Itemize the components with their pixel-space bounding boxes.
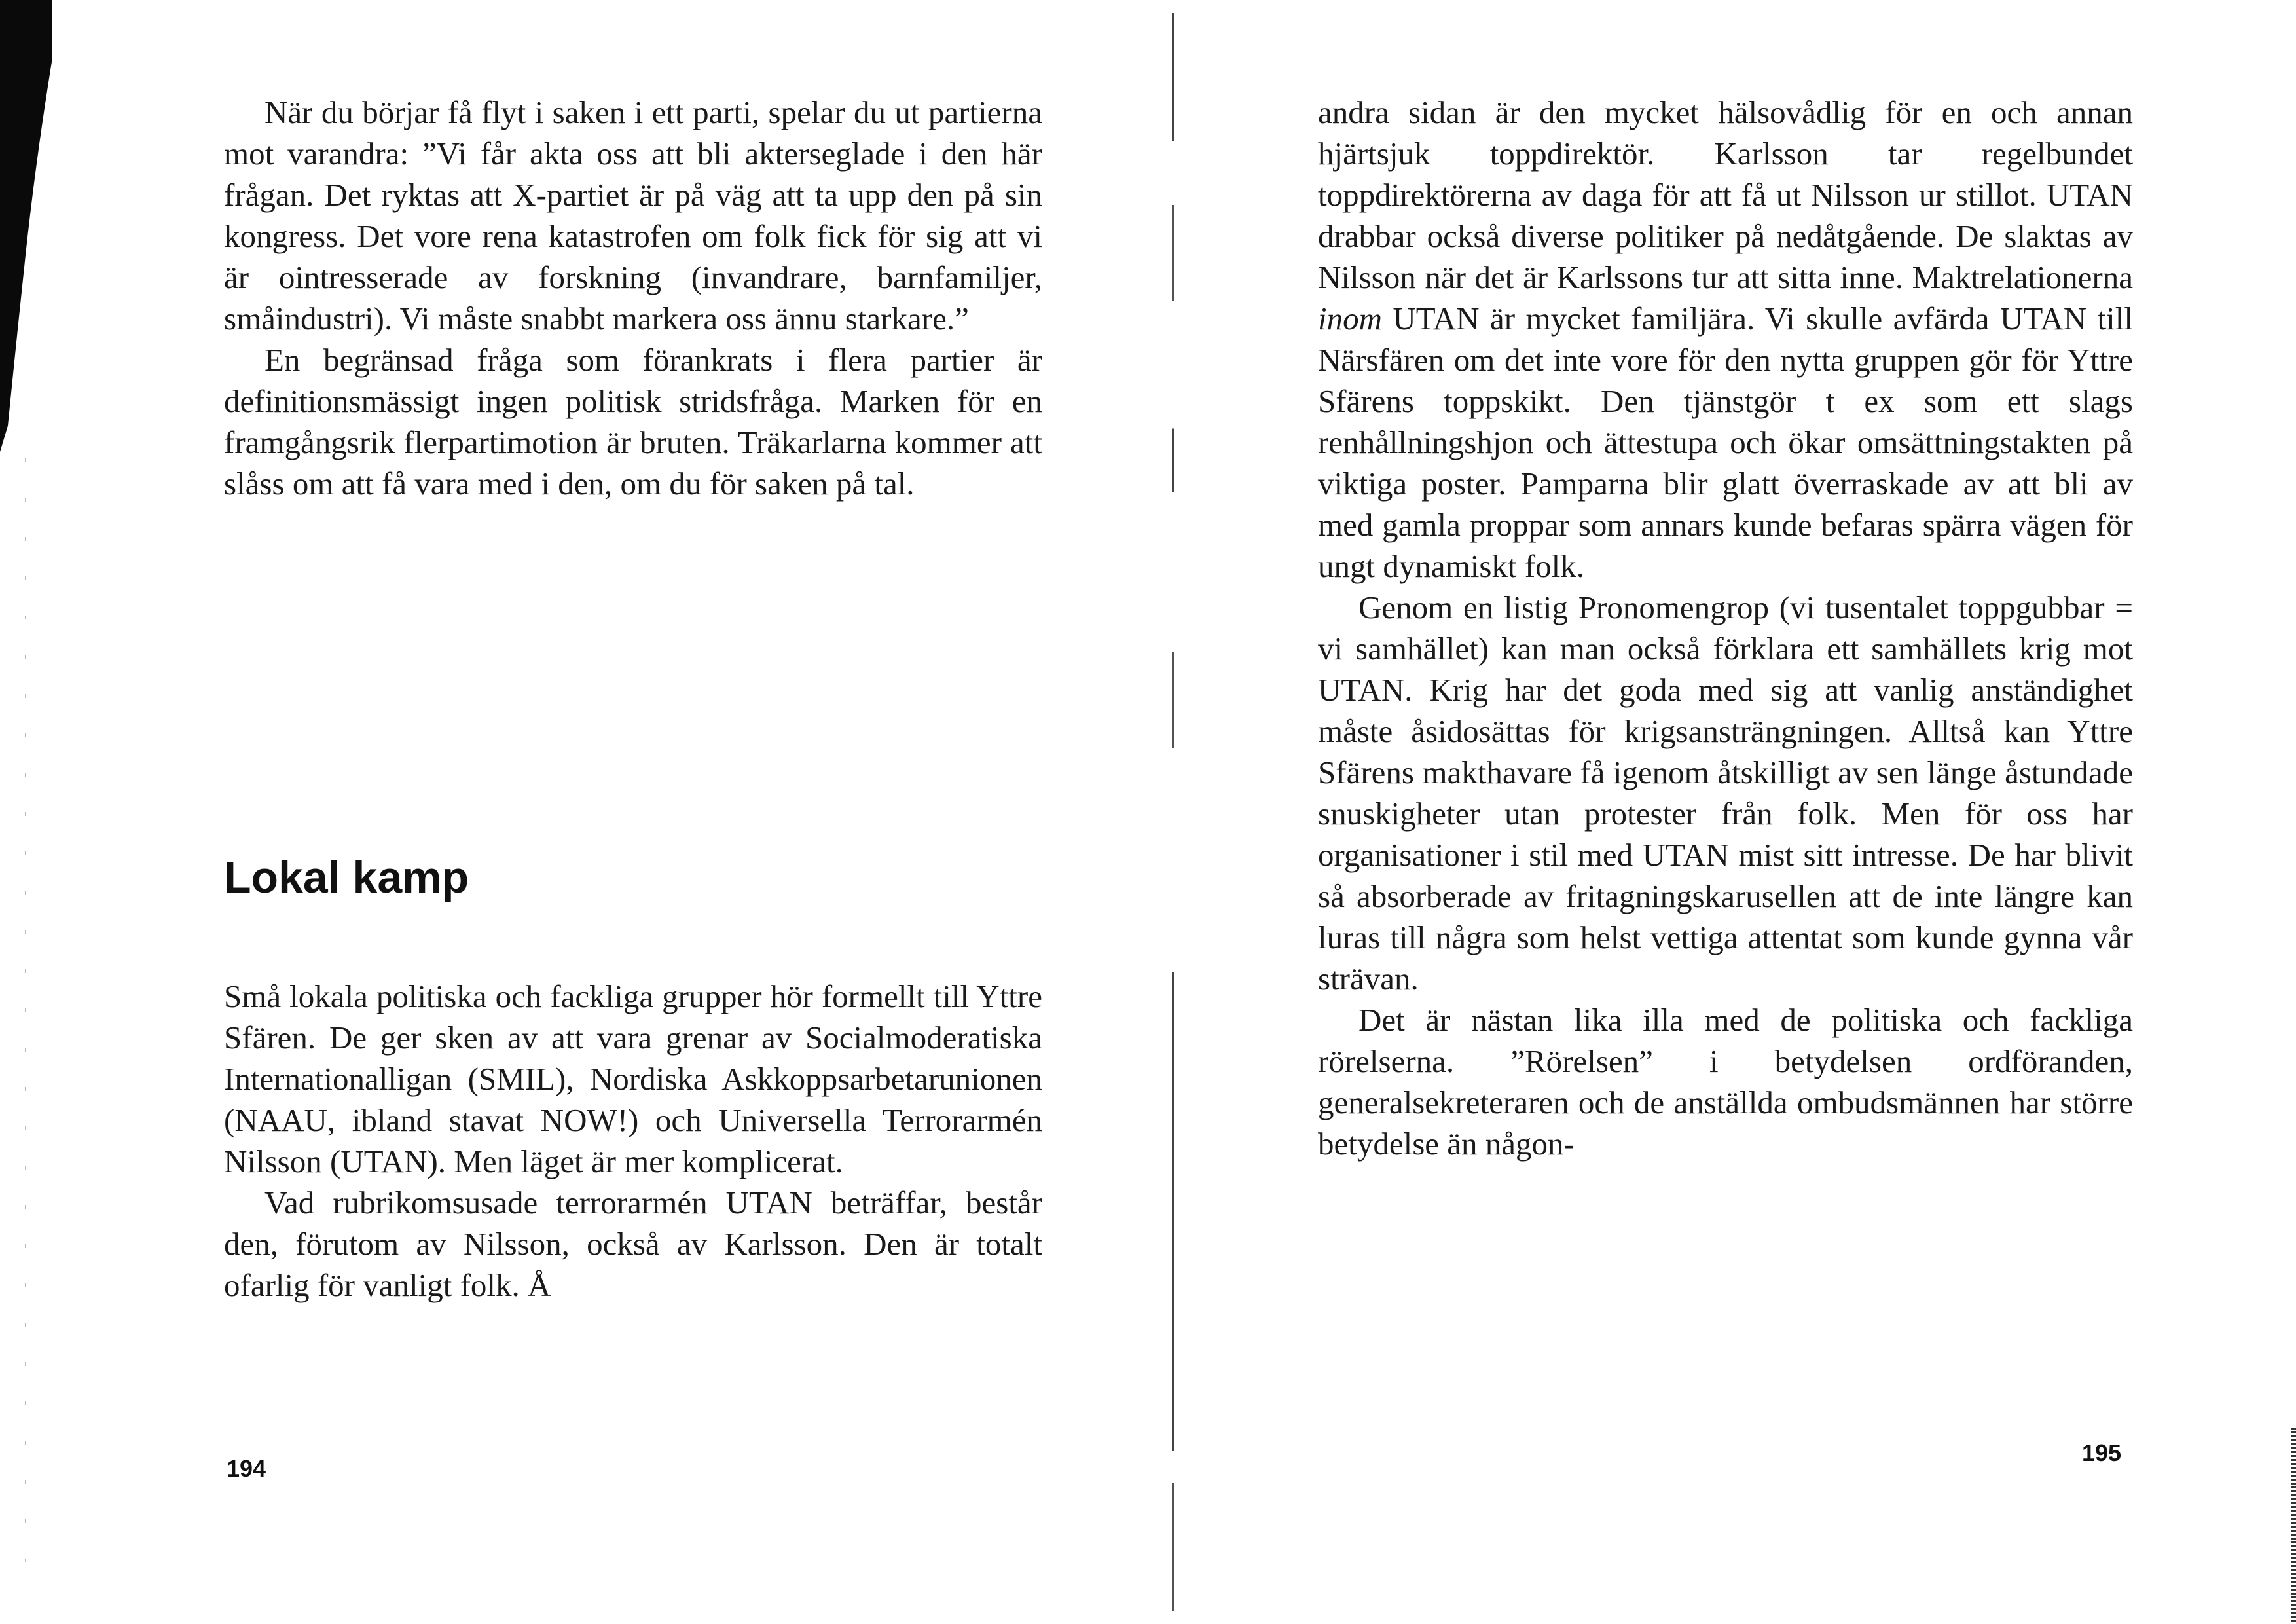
paragraph: En begränsad fråga som förankrats i flera partier är definitionsmässigt ingen politisk stridsfråga. Marken för en framgångsrik flerpartimotion är bruten. Träkarlarna kommer att slåss om att få vara med i den, om du för saken på tal. (224, 342, 1042, 502)
paragraph (1318, 92, 2133, 587)
text-run: andra sidan är den mycket hälsovådlig för en och annan hjärtsjuk toppdirektör. Karlsson tar regelbundet toppdirektörerna av daga för att få ut Nilsson ur stillot. UTAN drabbar också diverse politiker på nedåtgående. De slaktas av Nilsson när det är Karlssons tur att sitta inne. Maktrelationerna (1318, 94, 2133, 295)
text-run: UTAN är mycket familjära. Vi skulle avfärda UTAN till Närsfären om det inte vore för den nytta gruppen gör för Yttre Sfärens toppskikt. Den tjänstgör t ex som ett slags renhållningshjon och ättestupa och ökar omsättningstakten på viktiga poster. Pamparna blir glatt överraskade av att bli av med gamla proppar som annars kunde befaras spärra vägen för ungt dynamiskt folk. (1318, 301, 2133, 584)
section-heading: Lokal kamp (224, 853, 469, 902)
paragraph: Vad rubrikomsusade terrorarmén UTAN beträffar, består den, förutom av Nilsson, också av Karlsson. Den är totalt ofarlig för vanligt folk. Å (224, 1185, 1042, 1303)
page-number: 194 (227, 1455, 266, 1482)
paragraph: När du börjar få flyt i saken i ett parti, spelar du ut partierna mot varandra: ”Vi får akta oss att bli akterseglade i den här frågan. Det ryktas att X-partiet är på väg att ta upp den på sin kongress. Det vore rena katastrofen om folk fick för sig att vi är ointresserade av forskning (invandrare, barnfamiljer, småindustri). Vi måste snabbt markera oss ännu starkare.” (224, 94, 1042, 337)
paragraph: Det är nästan lika illa med de politiska och fackliga rörelserna. ”Rörelsen” i betydelsen ordföranden, generalsekreteraren och de anställda ombudsmännen har större betydelse än någon- (1318, 1002, 2133, 1162)
left-text-bottom (224, 976, 1042, 1306)
gutter-line (1172, 13, 1174, 1611)
right-text (1318, 92, 2133, 1164)
paragraph: Genom en listig Pronomengrop (vi tusentalet toppgubbar = vi samhället) kan man också förklara ett samhällets krig mot UTAN. Krig har det goda med sig att vanlig anständighet måste åsidosättas för krigsansträngningen. Alltså kan Yttre Sfärens makthavare få igenom åtskilligt av sen länge åstundade snuskigheter utan protester från folk. Men för oss har organisationer i stil med UTAN mist sitt intresse. De har blivit så absorberade av fritagningskarusellen att de inte längre kan luras till några som helst vettiga attentat som kunde gynna vår strävan. (1318, 589, 2133, 997)
page-number: 195 (2082, 1439, 2122, 1466)
paragraph: Små lokala politiska och fackliga grupper hör formellt till Yttre Sfären. De ger sken av att vara grenar av Socialmoderatiska Internationalligan (SMIL), Nordiska Askkoppsarbetarunionen (NAAU, ibland stavat NOW!) och Universella Terrorarmén Nilsson (UTAN). Men läget är mer komplicerat. (224, 978, 1042, 1179)
left-text-top (224, 92, 1042, 504)
emphasis: inom (1318, 301, 1382, 337)
